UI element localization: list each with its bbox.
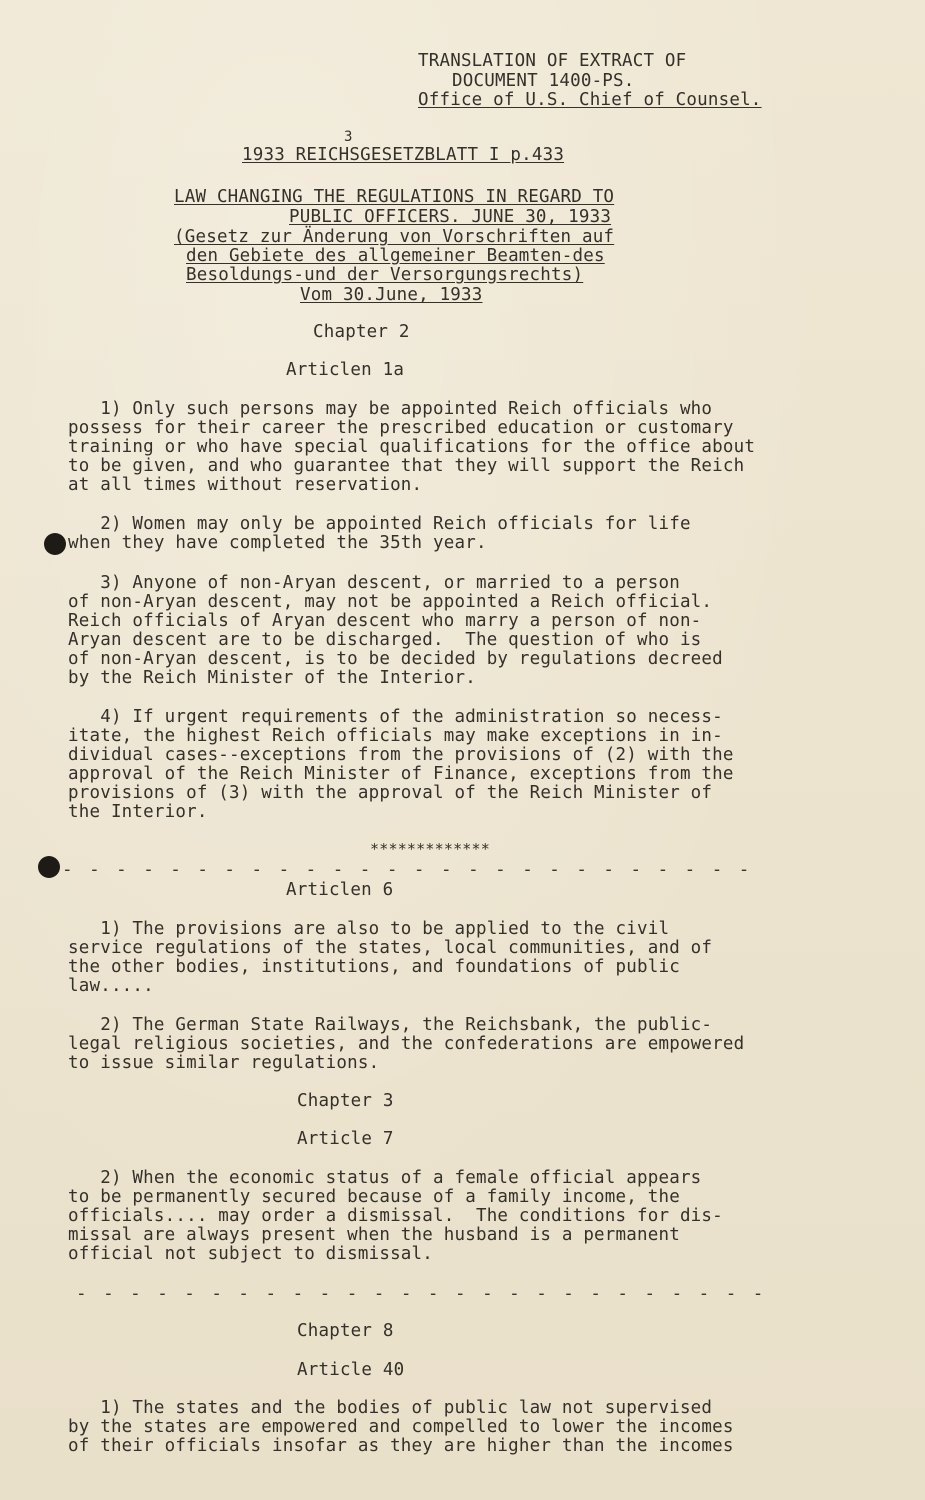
ch2-paragraph-2	[68, 515, 828, 553]
ch2-p3-line: Reich officials of Aryan descent who marry a person of non-	[68, 611, 702, 631]
citation: 1933 REICHSGESETZBLATT I p.433	[242, 145, 565, 165]
header-line-3: Office of U.S. Chief of Counsel.	[418, 90, 762, 110]
art6-p1-line: law.....	[68, 976, 154, 996]
ch3-p2-line: officials.... may order a dismissal. The conditions for dis-	[68, 1206, 723, 1226]
stars-separator: *************	[370, 840, 490, 858]
law-title-line-4: den Gebiete des allgemeiner Beamten-des	[186, 246, 605, 266]
art6-p2-line: 2) The German State Railways, the Reichsbank, the public-	[68, 1015, 713, 1035]
ch3-p2-line: to be permanently secured because of a family income, the	[68, 1187, 680, 1207]
page-marker: 3	[344, 129, 353, 145]
punch-hole-top	[44, 533, 66, 555]
article-1a-heading: Articlen 1a	[286, 360, 405, 380]
art6-paragraph-2	[68, 1016, 828, 1073]
law-title-line-3: (Gesetz zur Änderung von Vorschriften auf	[174, 227, 615, 247]
ch2-p3-line: of non-Aryan descent, is to be decided by regulations decreed	[68, 649, 723, 669]
art6-paragraph-1	[68, 920, 828, 996]
law-title-line-1: LAW CHANGING THE REGULATIONS IN REGARD TO	[174, 187, 615, 207]
art6-p1-line: 1) The provisions are also to be applied to the civil	[68, 919, 670, 939]
art6-p1-line: the other bodies, institutions, and foundations of public	[68, 957, 680, 977]
ch2-p4-line: 4) If urgent requirements of the administration so necess-	[68, 707, 723, 727]
ch2-p2-line: 2) Women may only be appointed Reich officials for life	[68, 514, 691, 534]
ch2-p3-line: 3) Anyone of non-Aryan descent, or married to a person	[68, 573, 680, 593]
ch2-p4-line: provisions of (3) with the approval of the Reich Minister of	[68, 783, 713, 803]
ch3-p2-line: 2) When the economic status of a female official appears	[68, 1168, 702, 1188]
law-title-line-5: Besoldungs-und der Versorgungsrechts)	[186, 265, 584, 285]
article-6-heading: Articlen 6	[286, 880, 394, 900]
ch3-paragraph-2	[68, 1169, 828, 1264]
chapter-2-heading: Chapter 2	[313, 322, 410, 342]
ch2-p1-line: 1) Only such persons may be appointed Reich officials who	[68, 399, 713, 419]
ch2-p1-line: to be given, and who guarantee that they will support the Reich	[68, 456, 745, 476]
law-title-line-2: PUBLIC OFFICERS. JUNE 30, 1933	[289, 207, 612, 227]
article-7-heading: Article 7	[297, 1129, 394, 1149]
ch2-p4-line: dividual cases--exceptions from the provisions of (2) with the	[68, 745, 734, 765]
header-line-1: TRANSLATION OF EXTRACT OF	[418, 51, 687, 71]
ch2-p4-line: approval of the Reich Minister of Finance, exceptions from the	[68, 764, 734, 784]
law-title-line-6: Vom 30.June, 1933	[300, 285, 483, 305]
ch2-p2-line: when they have completed the 35th year.	[68, 533, 487, 553]
ch2-p1-line: at all times without reservation.	[68, 475, 423, 495]
ch3-p2-line: missal are always present when the husband is a permanent	[68, 1225, 680, 1245]
chapter-8-heading: Chapter 8	[297, 1321, 394, 1341]
punch-hole-bottom	[38, 856, 60, 878]
ch2-paragraph-4	[68, 708, 828, 822]
ch2-p1-line: possess for their career the prescribed education or customary	[68, 418, 734, 438]
ch8-p1-line: 1) The states and the bodies of public law not supervised	[68, 1398, 713, 1418]
dashed-separator-2: - - - - - - - - - - - - - - - - - - - - - - - - - -	[76, 1284, 767, 1304]
ch2-p3-line: of non-Aryan descent, may not be appointed a Reich official.	[68, 592, 713, 612]
dashed-separator-1: - - - - - - - - - - - - - - - - - - - - - - - - - -	[62, 860, 753, 880]
chapter-3-heading: Chapter 3	[297, 1091, 394, 1111]
ch2-p1-line: training or who have special qualifications for the office about	[68, 437, 756, 457]
ch2-p3-line: by the Reich Minister of the Interior.	[68, 668, 476, 688]
art6-p1-line: service regulations of the states, local communities, and of	[68, 938, 713, 958]
ch8-p1-line: by the states are empowered and compelled to lower the incomes	[68, 1417, 734, 1437]
ch3-p2-line: official not subject to dismissal.	[68, 1244, 434, 1264]
art6-p2-line: to issue similar regulations.	[68, 1053, 380, 1073]
article-40-heading: Article 40	[297, 1360, 405, 1380]
header-line-2: DOCUMENT 1400-PS.	[452, 71, 635, 91]
ch2-paragraph-1	[68, 400, 828, 495]
ch8-paragraph-1	[68, 1399, 828, 1456]
ch2-p4-line: the Interior.	[68, 802, 208, 822]
art6-p2-line: legal religious societies, and the confederations are empowered	[68, 1034, 745, 1054]
ch2-p3-line: Aryan descent are to be discharged. The question of who is	[68, 630, 702, 650]
ch2-p4-line: itate, the highest Reich officials may make exceptions in in-	[68, 726, 723, 746]
ch2-paragraph-3	[68, 574, 828, 688]
ch8-p1-line: of their officials insofar as they are higher than the incomes	[68, 1436, 734, 1456]
